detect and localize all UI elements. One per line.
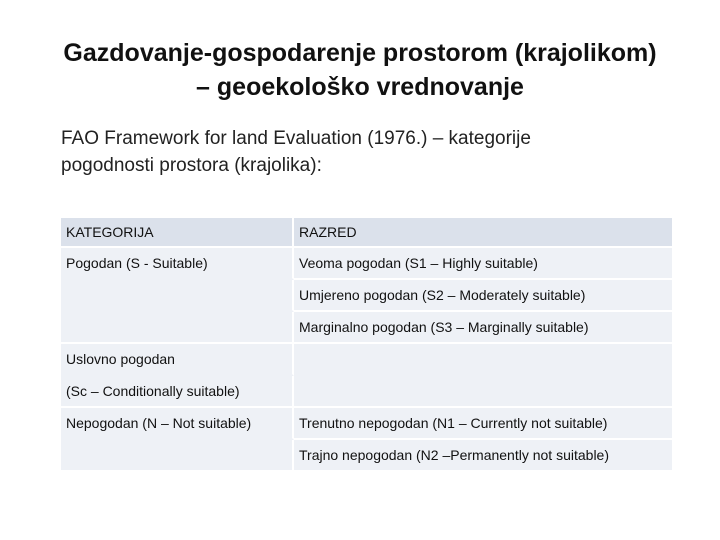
column-header-razred: RAZRED — [294, 218, 672, 248]
table-cell: Marginalno pogodan (S3 – Marginally suitable) — [294, 312, 672, 344]
table-cell — [61, 280, 294, 312]
table-row — [61, 312, 672, 344]
table-cell: Veoma pogodan (S1 – Highly suitable) — [294, 248, 672, 280]
slide-title-line-2: – geoekološko vrednovanje — [196, 73, 524, 101]
table-row — [61, 440, 672, 472]
table-row — [61, 280, 672, 312]
table-cell — [294, 376, 672, 408]
table-cell — [294, 344, 672, 376]
table-cell: Nepogodan (N – Not suitable) — [61, 408, 294, 440]
table-cell: Trajno nepogodan (N2 –Permanently not suitable) — [294, 440, 672, 472]
table-cell: Uslovno pogodan — [61, 344, 294, 376]
table-row — [61, 248, 672, 280]
table-cell — [61, 312, 294, 344]
table-cell: Umjereno pogodan (S2 – Moderately suitable) — [294, 280, 672, 312]
slide-title-line-1: Gazdovanje-gospodarenje prostorom (krajolikom) — [63, 39, 657, 67]
slide-title — [0, 36, 720, 104]
table-row — [61, 408, 672, 440]
table-row — [61, 344, 672, 376]
table-cell: (Sc – Conditionally suitable) — [61, 376, 294, 408]
intro-text — [61, 125, 621, 179]
table-cell: Trenutno nepogodan (N1 – Currently not suitable) — [294, 408, 672, 440]
table-header-row — [61, 218, 672, 248]
table-cell: Pogodan (S - Suitable) — [61, 248, 294, 280]
table-cell — [61, 440, 294, 472]
table-row — [61, 376, 672, 408]
column-header-kategorija: KATEGORIJA — [61, 218, 294, 248]
intro-line-1: FAO Framework for land Evaluation (1976.) – kategorije — [61, 128, 531, 149]
suitability-table — [61, 218, 672, 472]
intro-line-2: pogodnosti prostora (krajolika): — [61, 155, 322, 176]
